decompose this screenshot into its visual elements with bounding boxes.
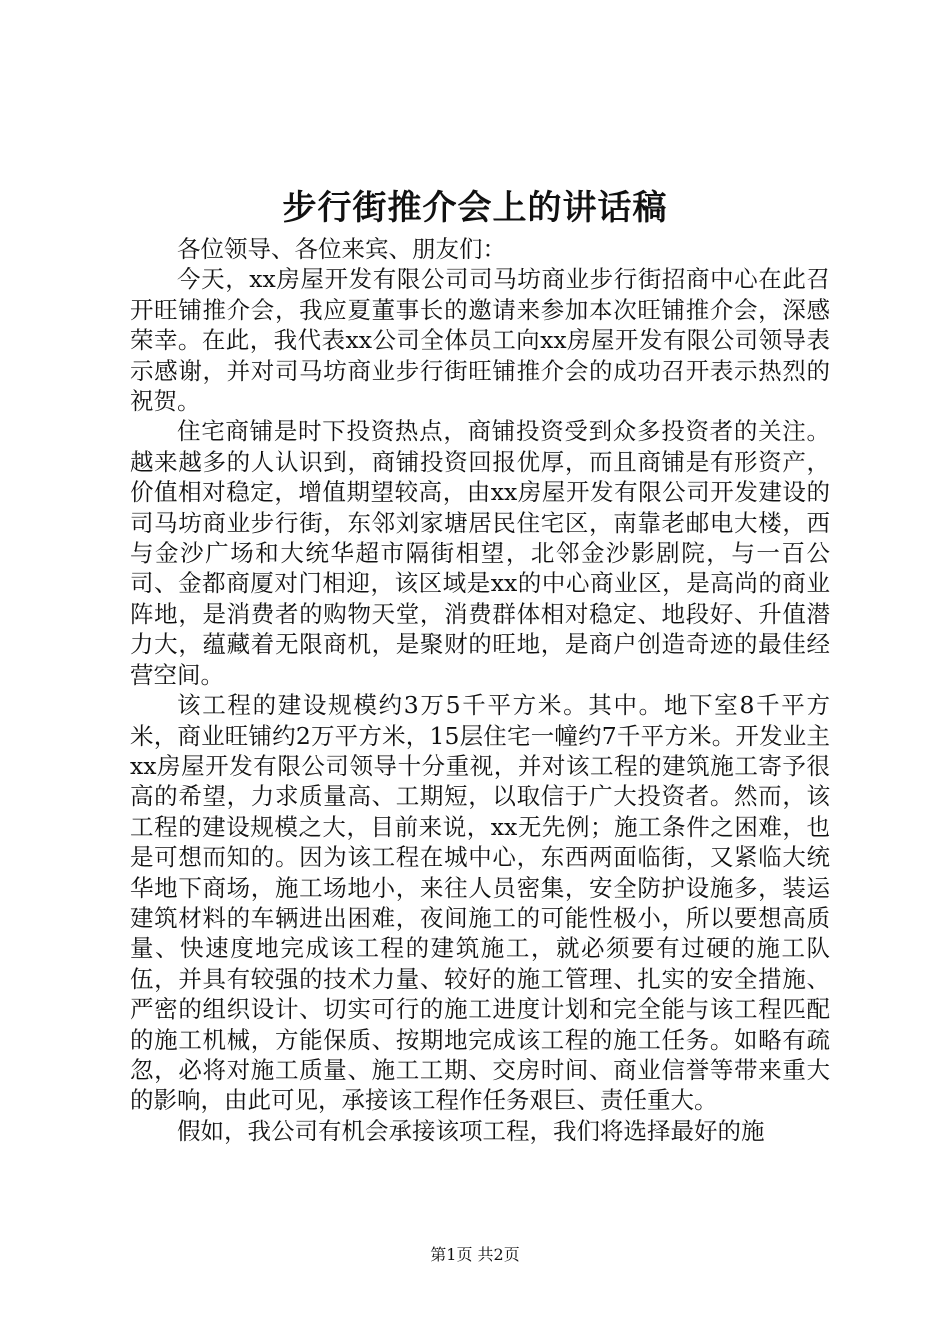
page-number-footer: 第1页 共2页	[430, 1245, 520, 1264]
document-title: 步行街推介会上的讲话稿	[282, 188, 668, 228]
body-paragraph: 该工程的建设规模约3万5千平方米。其中。地下室8千平方米，商业旺铺约2万平方米，15层住宅一幢约7千平方米。开发业主xx房屋开发有限公司领导十分重视，并对该工程的建筑施工寄予很高的希望，力求质量高、工期短，以取信于广大投资者。然而，该工程的建设规模之大，目前来说，xx无先例；施工条件之困难，也是可想而知的。因为该工程在城中心，东西两面临街，又紧临大统华地下商场，施工场地小，来往人员密集，安全防护设施多，装运建筑材料的车辆进出困难，夜间施工的可能性极小，所以要想高质量、快速度地完成该工程的建筑施工，就必须要有过硬的施工队伍，并具有较强的技术力量、较好的施工管理、扎实的安全措施、严密的组织设计、切实可行的施工进度计划和完全能与该工程匹配的施工机械，方能保质、按期地完成该工程的施工任务。如略有疏忽，必将对施工质量、施工工期、交房时间、商业信誉等带来重大的影响，由此可见，承接该工程作任务艰巨、责任重大。	[130, 691, 830, 1115]
body-paragraph: 假如，我公司有机会承接该项工程，我们将选择最好的施	[177, 1116, 765, 1145]
salutation-paragraph: 各位领导、各位来宾、朋友们：	[177, 235, 506, 263]
body-paragraph: 住宅商铺是时下投资热点，商铺投资受到众多投资者的关注。越来越多的人认识到，商铺投资回报优厚，而且商铺是有形资产，价值相对稳定，增值期望较高，由xx房屋开发有限公司开发建设的司马坊商业步行街，东邻刘家塘居民住宅区，南靠老邮电大楼，西与金沙广场和大统华超市隔街相望，北邻金沙影剧院，与一百公司、金都商厦对门相迎，该区域是xx的中心商业区，是高尚的商业阵地，是消费者的购物天堂，消费群体相对稳定、地段好、升值潜力大，蕴藏着无限商机，是聚财的旺地，是商户创造奇迹的最佳经营空间。	[130, 417, 830, 689]
body-paragraph: 今天，xx房屋开发有限公司司马坊商业步行街招商中心在此召开旺铺推介会，我应夏董事长的邀请来参加本次旺铺推介会，深感荣幸。在此，我代表xx公司全体员工向xx房屋开发有限公司领导表示感谢，并对司马坊商业步行街旺铺推介会的成功召开表示热烈的祝贺。	[130, 265, 830, 416]
document-body	[130, 234, 830, 1146]
